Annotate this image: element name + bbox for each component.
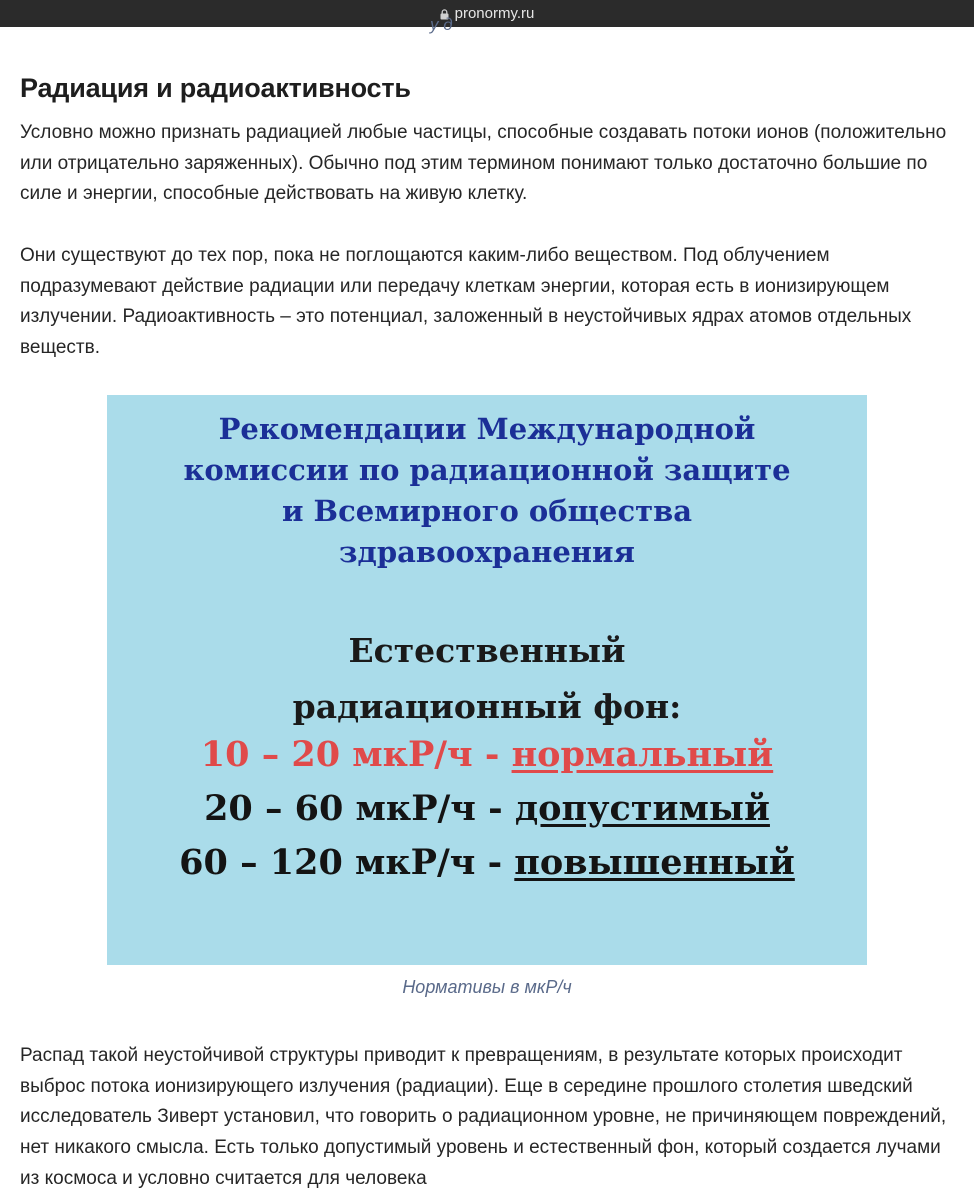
paragraph-3: Распад такой неустойчивой структуры приводит к превращениям, в результате которых происходит выброс потока ионизирующего излучения (радиации). Еще в середине прошлого столетия шведский исследователь Зиверт установил, что говорить о радиационном уровне, не причиняющем повреждений, нет никакого смысла. Есть только допустимый уровень и естественный фон, который создается лучами из космоса и условно считается для человека (20, 1045, 947, 1189)
level-label: нормальный (511, 734, 774, 775)
paragraph-2: Они существуют до тех пор, пока не поглощаются каким-либо веществом. Под облучением подразумевают действие радиации или передачу клеткам энергии, которая есть в ионизирующем излучении. Радиоактивность – это потенциал, заложенный в неустойчивых ядрах атомов отдельных веществ. (20, 245, 912, 359)
level-label: допустимый (514, 788, 770, 829)
level-range: 20 – 60 мкР/ч - (204, 788, 515, 829)
browser-address-bar[interactable] (0, 0, 974, 27)
article-page (0, 15, 974, 1200)
radiation-levels (107, 728, 867, 890)
level-elevated (107, 836, 867, 890)
figure-heading-line: Рекомендации Международной (218, 412, 756, 446)
level-acceptable (107, 782, 867, 836)
level-range: 10 – 20 мкР/ч - (200, 734, 512, 775)
url-text: pronormy.ru (454, 5, 535, 22)
figure-caption: Нормативы в мкР/ч (402, 977, 572, 997)
previous-figure-caption: у д (430, 15, 453, 34)
radiation-norms-figure (107, 395, 867, 965)
level-range: 60 – 120 мкР/ч - (179, 842, 515, 883)
figure-subtitle (107, 623, 867, 735)
figure-heading-line: комиссии по радиационной защите (183, 453, 791, 487)
figure-subtitle-line: Естественный (348, 631, 626, 670)
section-title: Радиация и радиоактивность (20, 73, 411, 103)
figure-heading (107, 409, 867, 573)
figure-heading-line: здравоохранения (339, 535, 635, 569)
figure-heading-line: и Всемирного общества (281, 494, 693, 528)
level-label: повышенный (514, 842, 795, 883)
level-normal (107, 728, 867, 782)
paragraph-1: Условно можно признать радиацией любые частицы, способные создавать потоки ионов (положительно или отрицательно заряженных). Обычно под этим термином понимают только достаточно большие по силе и энергии, способные действовать на живую клетку. (20, 122, 947, 205)
figure-subtitle-line: радиационный фон: (292, 687, 682, 726)
